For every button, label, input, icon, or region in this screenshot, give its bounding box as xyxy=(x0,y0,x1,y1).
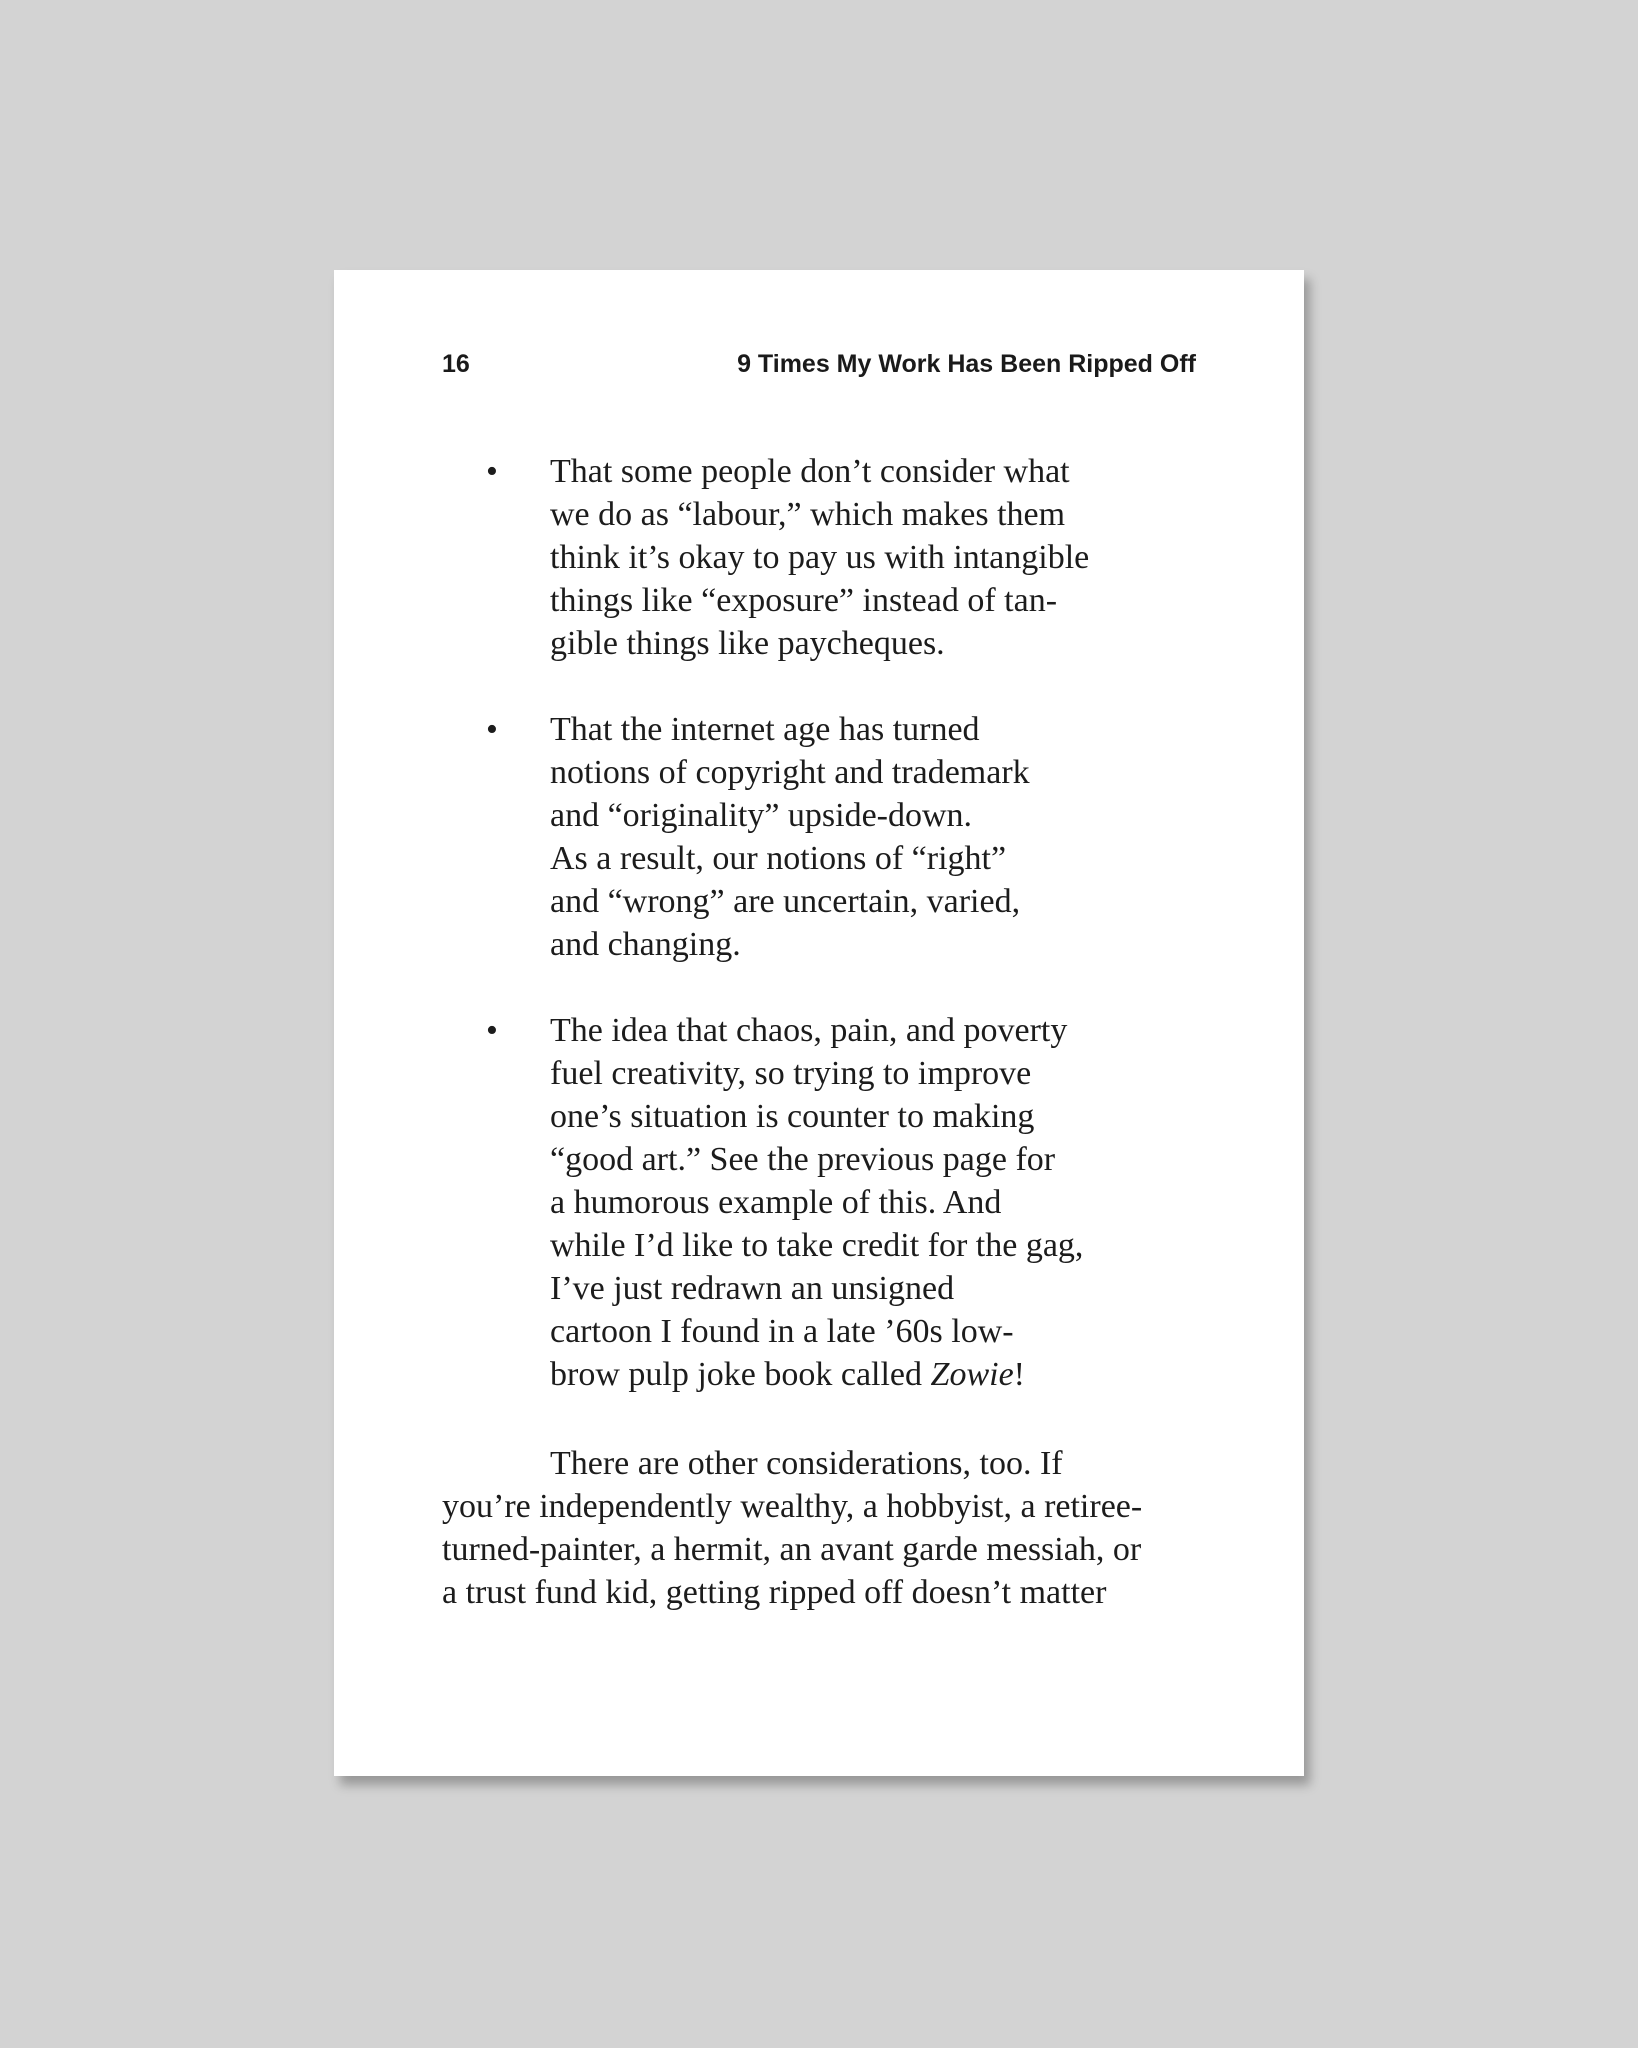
text-line: As a result, our notions of “right” xyxy=(550,840,1007,877)
bullet-list xyxy=(486,450,1126,1439)
text-line: while I’d like to take credit for the gag, xyxy=(550,1227,1084,1264)
text-line: a humorous example of this. And xyxy=(550,1184,1002,1221)
text-line: we do as “labour,” which makes them xyxy=(550,496,1066,533)
text-line: That the internet age has turned xyxy=(550,711,980,748)
text-line: The idea that chaos, pain, and poverty xyxy=(550,1012,1068,1049)
running-head xyxy=(442,350,1196,380)
text-line: “good art.” See the previous page for xyxy=(550,1141,1056,1178)
text-line: and “wrong” are uncertain, varied, xyxy=(550,883,1021,920)
text-line: one’s situation is counter to making xyxy=(550,1098,1035,1135)
text-line: There are other considerations, too. If xyxy=(550,1445,1063,1482)
text-line: think it’s okay to pay us with intangible xyxy=(550,539,1090,576)
text-line: and changing. xyxy=(550,926,741,963)
text-line: fuel creativity, so trying to improve xyxy=(550,1055,1032,1092)
bullet-dot: • xyxy=(486,711,498,748)
bullet-item xyxy=(486,1009,1126,1396)
text-line: I’ve just redrawn an unsigned xyxy=(550,1270,955,1307)
bullet-dot: • xyxy=(486,1012,498,1049)
text-line: gible things like paycheques. xyxy=(550,625,945,662)
text-line: turned-painter, a hermit, an avant garde messiah, or xyxy=(442,1531,1142,1568)
body-paragraph xyxy=(442,1442,1222,1614)
bullet-item xyxy=(486,450,1126,665)
bullet-dot: • xyxy=(486,453,498,490)
text-line: cartoon I found in a late ’60s low- xyxy=(550,1313,1014,1350)
text-line: things like “exposure” instead of tan- xyxy=(550,582,1058,619)
page-number: 16 xyxy=(442,350,470,378)
text-line-last xyxy=(550,1353,1126,1396)
text-line: and “originality” upside-down. xyxy=(550,797,973,834)
book-page xyxy=(334,270,1304,1776)
text-line: you’re independently wealthy, a hobbyist, a retiree- xyxy=(442,1488,1143,1525)
text-line: That some people don’t consider what xyxy=(550,453,1070,490)
text-line: a trust fund kid, getting ripped off doesn’t matter xyxy=(442,1574,1107,1611)
text-fragment: brow pulp joke book called xyxy=(550,1356,931,1393)
bullet-item xyxy=(486,708,1126,966)
book-title-italic: Zowie xyxy=(930,1356,1014,1393)
text-fragment: ! xyxy=(1013,1356,1025,1393)
running-title: 9 Times My Work Has Been Ripped Off xyxy=(737,350,1196,378)
text-line: notions of copyright and trademark xyxy=(550,754,1030,791)
